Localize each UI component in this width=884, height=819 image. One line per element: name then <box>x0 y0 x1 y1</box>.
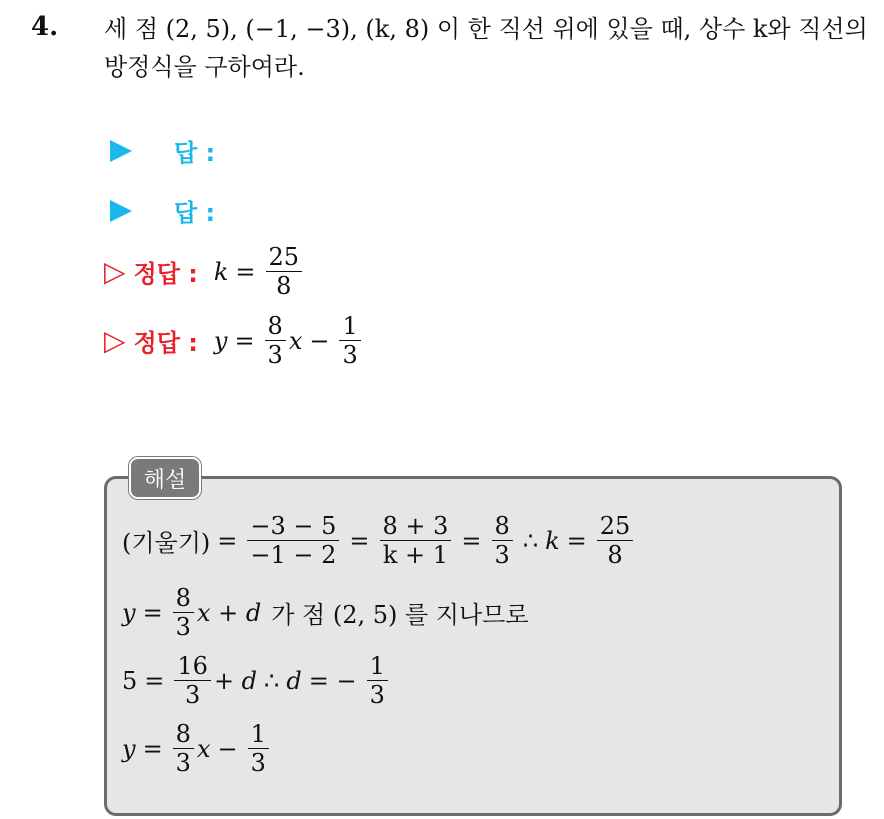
minus: − <box>217 734 238 763</box>
fraction <box>266 243 303 300</box>
denominator: 8 <box>607 541 623 569</box>
answer-row-2[interactable] <box>104 193 215 228</box>
equals: = <box>142 734 163 763</box>
numerator: 25 <box>597 512 634 541</box>
play-triangle-icon <box>110 200 132 222</box>
equals: = <box>235 257 256 286</box>
problem-line-2: 방정식을 구하여라. <box>104 53 305 81</box>
outline-triangle-icon: ▷ <box>104 254 126 288</box>
equals: = <box>217 526 238 555</box>
solution-line-2 <box>122 584 529 641</box>
correct-answer-line <box>104 312 364 369</box>
denominator: 3 <box>494 541 510 569</box>
solution-line-3 <box>122 652 391 709</box>
equals-minus: = − <box>308 666 357 695</box>
denominator: 3 <box>342 341 358 369</box>
therefore: ∴ <box>264 666 280 695</box>
correct-label: 정답 : <box>133 329 198 357</box>
numerator: −3 − 5 <box>247 512 339 541</box>
numerator: 8 <box>265 312 286 341</box>
equals: = <box>461 526 482 555</box>
denominator: 3 <box>267 341 283 369</box>
fraction <box>597 512 634 569</box>
answer-label: 답 : <box>174 199 216 227</box>
fraction <box>174 652 211 709</box>
equals: = <box>566 526 587 555</box>
minus: − <box>309 326 330 355</box>
denominator: 3 <box>185 681 201 709</box>
denominator: 3 <box>250 749 266 777</box>
numerator: 1 <box>367 652 388 681</box>
solution-tag: 해설 <box>129 457 201 499</box>
fraction <box>367 652 388 709</box>
var-k: k <box>545 526 560 555</box>
numerator: 8 <box>173 720 194 749</box>
numerator: 1 <box>248 720 269 749</box>
equals: = <box>142 598 163 627</box>
problem-text <box>104 10 874 86</box>
passes-through-text: 가 점 (2, 5) 를 지나므로 <box>271 601 529 629</box>
equals: = <box>349 526 370 555</box>
line-equation <box>214 312 364 369</box>
denominator: 3 <box>369 681 385 709</box>
fraction <box>265 312 286 369</box>
answer-row-1[interactable] <box>104 133 215 168</box>
equals: = <box>144 666 165 695</box>
fraction <box>173 720 194 777</box>
five: 5 <box>122 666 138 695</box>
fraction <box>492 512 513 569</box>
denominator: 3 <box>175 613 191 641</box>
plus-d: + d <box>213 666 258 695</box>
solution-line-1 <box>122 512 636 569</box>
therefore: ∴ <box>522 526 539 555</box>
var-y: y <box>213 326 228 355</box>
problem-line-1: 세 점 (2, 5), (−1, −3), (k, 8) 이 한 직선 위에 있을 때, 상수 k와 직선의 <box>104 15 868 43</box>
numerator: 8 <box>492 512 513 541</box>
var-y: y <box>122 734 136 763</box>
problem-number: 4. <box>31 12 59 42</box>
var-d: d <box>286 666 302 695</box>
var-x: x <box>288 326 303 355</box>
x-plus-d: x + d <box>196 598 262 627</box>
correct-label: 정답 : <box>133 260 198 288</box>
fraction <box>247 512 339 569</box>
correct-answer-k <box>104 243 305 300</box>
solution-line-4 <box>122 720 272 777</box>
equals: = <box>234 326 255 355</box>
slope-label: (기울기) <box>122 529 211 557</box>
fraction <box>248 720 269 777</box>
fraction <box>339 312 360 369</box>
numerator: 8 <box>173 584 194 613</box>
var-x: x <box>196 734 211 763</box>
denominator: k + 1 <box>382 541 449 569</box>
play-triangle-icon <box>110 140 132 162</box>
numerator: 1 <box>339 312 360 341</box>
numerator: 8 + 3 <box>380 512 452 541</box>
denominator: 3 <box>175 749 191 777</box>
var-k: k <box>213 257 229 286</box>
answer-label: 답 : <box>174 139 216 167</box>
fraction <box>173 584 194 641</box>
numerator: 25 <box>266 243 303 272</box>
fraction <box>380 512 452 569</box>
var-y: y <box>122 598 136 627</box>
denominator: −1 − 2 <box>250 541 337 569</box>
outline-triangle-icon: ▷ <box>104 323 126 357</box>
k-value <box>214 243 305 300</box>
numerator: 16 <box>174 652 211 681</box>
denominator: 8 <box>276 272 292 300</box>
